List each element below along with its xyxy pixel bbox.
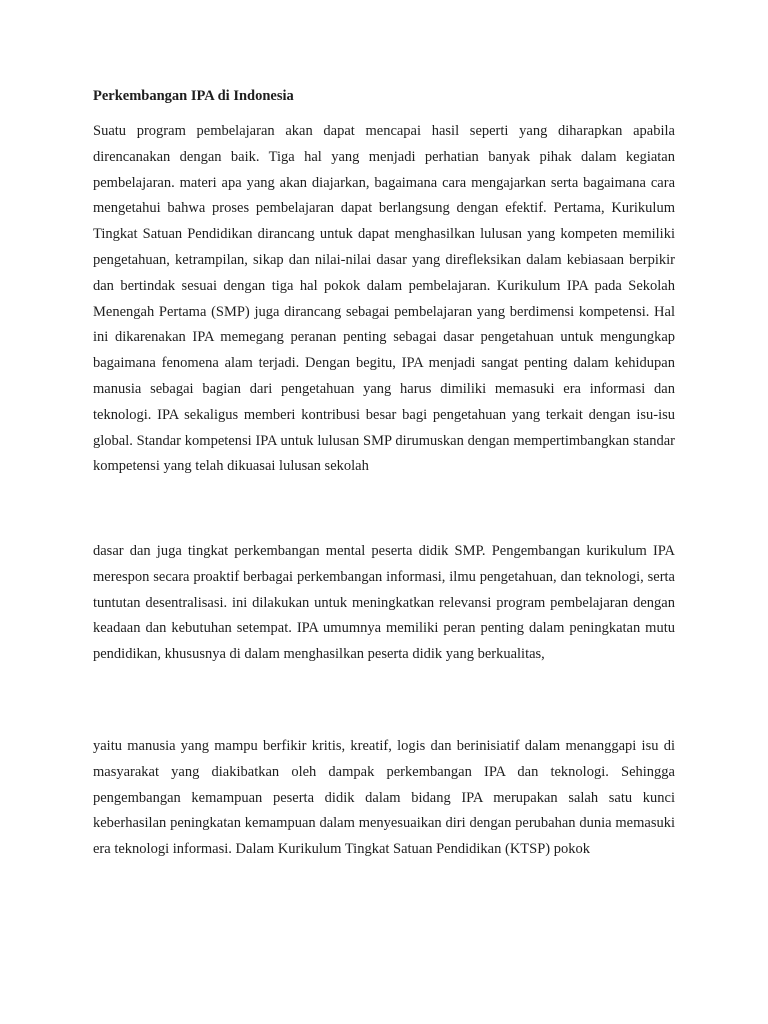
document-title: Perkembangan IPA di Indonesia xyxy=(93,88,294,104)
paragraph-2: dasar dan juga tingkat perkembangan mental peserta didik SMP. Pengembangan kurikulum IPA merespon secara proaktif berbagai perkembangan informasi, ilmu pengetahuan, dan teknologi, serta tuntutan desentralisasi. ini dilakukan untuk meningkatkan relevansi program pembelajaran dengan keadaan dan kebutuhan setempat. IPA umumnya memiliki peran penting dalam peningkatan mutu pendidikan, khususnya di dalam menghasilkan peserta didik yang berkualitas, xyxy=(93,543,675,663)
paragraph-3: yaitu manusia yang mampu berfikir kritis, kreatif, logis dan berinisiatif dalam menanggapi isu di masyarakat yang diakibatkan oleh dampak perkembangan IPA dan teknologi. Sehingga pengembangan kemampuan peserta didik dalam bidang IPA merupakan salah satu kunci keberhasilan peningkatan kemampuan dalam menyesuaikan diri dengan perubahan dunia memasuki era teknologi informasi. Dalam Kurikulum Tingkat Satuan Pendidikan (KTSP) pokok xyxy=(93,738,675,858)
paragraph-1: Suatu program pembelajaran akan dapat mencapai hasil seperti yang diharapkan apabila direncanakan dengan baik. Tiga hal yang menjadi perhatian banyak pihak dalam kegiatan pembelajaran. materi apa yang akan diajarkan, bagaimana cara mengajarkan serta bagaimana cara mengetahui bahwa proses pembelajaran dapat berlangsung dengan efektif. Pertama, Kurikulum Tingkat Satuan Pendidikan dirancang untuk dapat menghasilkan lulusan yang kompeten memiliki pengetahuan, ketrampilan, sikap dan nilai-nilai dasar yang direfleksikan dalam kebiasaan berpikir dan bertindak sesuai dengan tiga hal pokok dalam pembelajaran. Kurikulum IPA pada Sekolah Menengah Pertama (SMP) juga dirancang sebagai pembelajaran yang berdimensi kompetensi. Hal ini dikarenakan IPA memegang peranan penting sebagai dasar pengetahuan untuk mengungkap bagaimana fenomena alam terjadi. Dengan begitu, IPA menjadi sangat penting dalam kehidupan manusia sebagai bagian dari pengetahuan yang harus dimiliki memasuki era informasi dan teknologi. IPA sekaligus memberi kontribusi besar bagi pengetahuan yang terkait dengan isu-isu global. Standar kompetensi IPA untuk lulusan SMP dirumuskan dengan mempertimbangkan standar kompetensi yang telah dikuasai lulusan sekolah xyxy=(93,123,675,475)
